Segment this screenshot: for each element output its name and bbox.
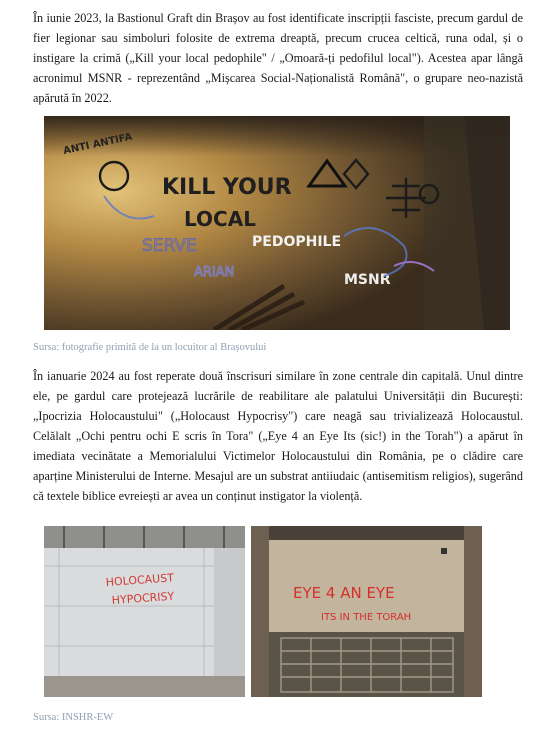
graffiti-eye-4-an-eye: EYE 4 AN EYE (293, 584, 395, 602)
graffiti-pedophile: PEDOPHILE (252, 234, 342, 250)
graffiti-msnr: MSNR (344, 272, 391, 288)
photo-holocaust-hypocrisy (44, 526, 245, 697)
caption-photo2-3: Sursa: INSHR-EW (33, 712, 114, 723)
graffiti-kill-your: KILL YOUR (162, 175, 292, 200)
photo-eye-for-an-eye (251, 526, 482, 697)
graffiti-anti-antifa: ANTI ANTIFA (62, 131, 134, 157)
graffiti-serve: SERVE (142, 236, 197, 256)
graffiti-hypocrisy: HYPOCRISY (111, 589, 175, 607)
graffiti-misc: ARIAN (194, 265, 235, 280)
paragraph-brasov: În iunie 2023, la Bastionul Graft din Brașov au fost identificate inscripții fasciste, precum gardul de fier legionar sau simboluri folosite de extrema dreaptă, precum crucea celtică, runa odal, și o instigare la crimă („Kill your local pedophile" / „Omoară-ți pedofilul local"). Acestea apar lângă acronimul MSNR - reprezentând „Mișcarea Social-Naționalistă Română", o grupare neo-nazistă apărută în 2022. (33, 11, 523, 105)
graffiti-its-in-the-torah: ITS IN THE TORAH (321, 612, 412, 623)
graffiti-local: LOCAL (184, 207, 256, 231)
graffiti-holocaust: HOLOCAUST (105, 571, 175, 589)
photo-brasov-graffiti (44, 116, 510, 330)
paragraph-bucharest: În ianuarie 2024 au fost reperate două înscrisuri similare în zone centrale din capitală. Unul dintre ele, pe gardul care protejează lucrările de reabilitare ale palatului Universității din București: „Ipocrizia Holocaustului" („Holocaust Hypocrisy") care neagă sau trivializează Holocaustul. Celălalt „Ochi pentru ochi E scris în Tora" („Eye 4 an Eye Its (sic!) in the Torah") a apărut în imediata vecinătate a Memorialului Victimelor Holocaustului din România, pe o clădire care aparține Ministerului de Interne. Mesajul are un substrat antiiudaic (antisemitism religios), sugerând că textele biblice evreiești ar avea un conținut instigator la violență. (33, 369, 523, 503)
caption-photo1: Sursa: fotografie primită de la un locuitor al Brașovului (33, 342, 267, 353)
